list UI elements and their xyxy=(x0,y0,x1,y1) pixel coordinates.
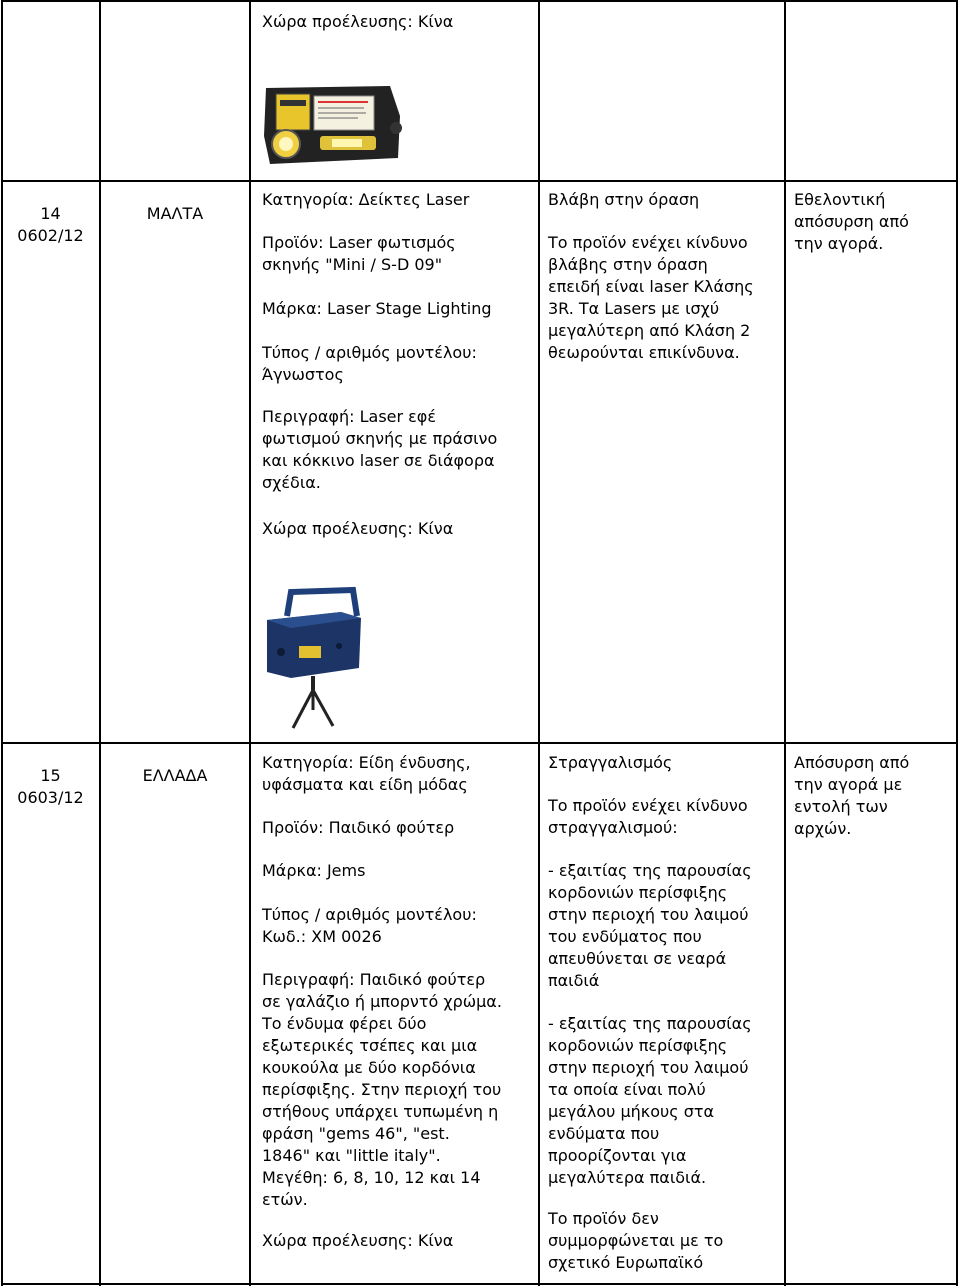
row15-risk-point2: - εξαιτίας της παρουσίας κορδονιών περίσφιξης στην περιοχή του λαιμού τα οποία είναι πολύ μεγάλου μήκους στα ενδύματα που προορίζονται για μεγαλύτερα παιδιά. xyxy=(548,1014,752,1187)
row14-model: Τύπος / αριθμός μοντέλου: Άγνωστος xyxy=(262,343,477,384)
row15-number: 15 xyxy=(40,766,61,785)
row14-brand: Μάρκα: Laser Stage Lighting xyxy=(262,299,492,318)
row14-risk-type: Βλάβη στην όραση xyxy=(548,190,700,209)
row14-measures: Εθελοντική απόσυρση από την αγορά. xyxy=(794,190,909,253)
row14-category: Κατηγορία: Δείκτες Laser xyxy=(262,190,470,209)
row14-description: Περιγραφή: Laser εφέ φωτισμού σκηνής με πράσινο και κόκκινο laser σε διάφορα σχέδια. xyxy=(262,407,498,492)
row15-model: Τύπος / αριθμός μοντέλου: Κωδ.: XM 0026 xyxy=(262,905,477,946)
row15-origin: Χώρα προέλευσης: Κίνα xyxy=(262,1231,454,1250)
row-separator-1 xyxy=(1,180,958,182)
row14-origin: Χώρα προέλευσης: Κίνα xyxy=(262,519,454,538)
table-divider-4 xyxy=(784,0,786,1286)
row-separator-2 xyxy=(1,742,958,744)
row15-country: ΕΛΛΑΔΑ xyxy=(142,766,208,785)
table-border-top xyxy=(1,0,958,2)
row15-code: 0603/12 xyxy=(17,788,84,807)
row14-risk-desc: Το προϊόν ενέχει κίνδυνο βλάβης στην όραση επειδή είναι laser Κλάσης 3R. Τα Lasers με ισχύ μεγαλύτερη από Κλάση 2 θεωρούνται επικίνδυνα. xyxy=(548,233,754,362)
row15-description: Περιγραφή: Παιδικό φούτερ σε γαλάζιο ή μπορντό χρώμα. Το ένδυμα φέρει δύο εξωτερικές τσέπες και μια κουκούλα με δύο κορδόνια περίσφιξης. Στην περιοχή του στήθους υπάρχει τυπωμένη η φράση "gems 46", "est. 1846" και "little italy". Μεγέθη: 6, 8, 10, 12 και 14 ετών. xyxy=(262,970,502,1209)
laser-level-photo xyxy=(258,76,410,176)
row15-risk-point1: - εξαιτίας της παρουσίας κορδονιών περίσφιξης στην περιοχή του λαιμού του ενδύματος που απευθύνεται σε νεαρά παιδιά xyxy=(548,861,752,990)
table-divider-3 xyxy=(538,0,540,1286)
row13-origin: Χώρα προέλευσης: Κίνα xyxy=(262,12,454,31)
row14-product: Προϊόν: Laser φωτισμός σκηνής "Mini / S-D 09" xyxy=(262,233,456,274)
row15-risk-type: Στραγγαλισμός xyxy=(548,753,673,772)
row15-category: Κατηγορία: Είδη ένδυσης, υφάσματα και είδη μόδας xyxy=(262,753,471,794)
row14-country: ΜΑΛΤΑ xyxy=(146,204,204,223)
table-border-left xyxy=(1,0,3,1286)
stage-laser-photo xyxy=(261,586,365,734)
table-divider-1 xyxy=(99,0,101,1286)
row14-code: 0602/12 xyxy=(17,226,84,245)
row14-number-text: 14 xyxy=(40,204,61,223)
table-border-right xyxy=(956,0,958,1286)
row15-product: Προϊόν: Παιδικό φούτερ xyxy=(262,818,455,837)
table-divider-2 xyxy=(249,0,251,1286)
row15-brand: Μάρκα: Jems xyxy=(262,861,366,880)
table-border-bottom xyxy=(1,1283,958,1285)
row15-measures: Απόσυρση από την αγορά με εντολή των αρχών. xyxy=(794,753,910,838)
row15-risk-note: Το προϊόν δεν συμμορφώνεται με το σχετικό Ευρωπαϊκό xyxy=(548,1209,724,1272)
row15-risk-desc: Το προϊόν ενέχει κίνδυνο στραγγαλισμού: xyxy=(548,796,748,837)
